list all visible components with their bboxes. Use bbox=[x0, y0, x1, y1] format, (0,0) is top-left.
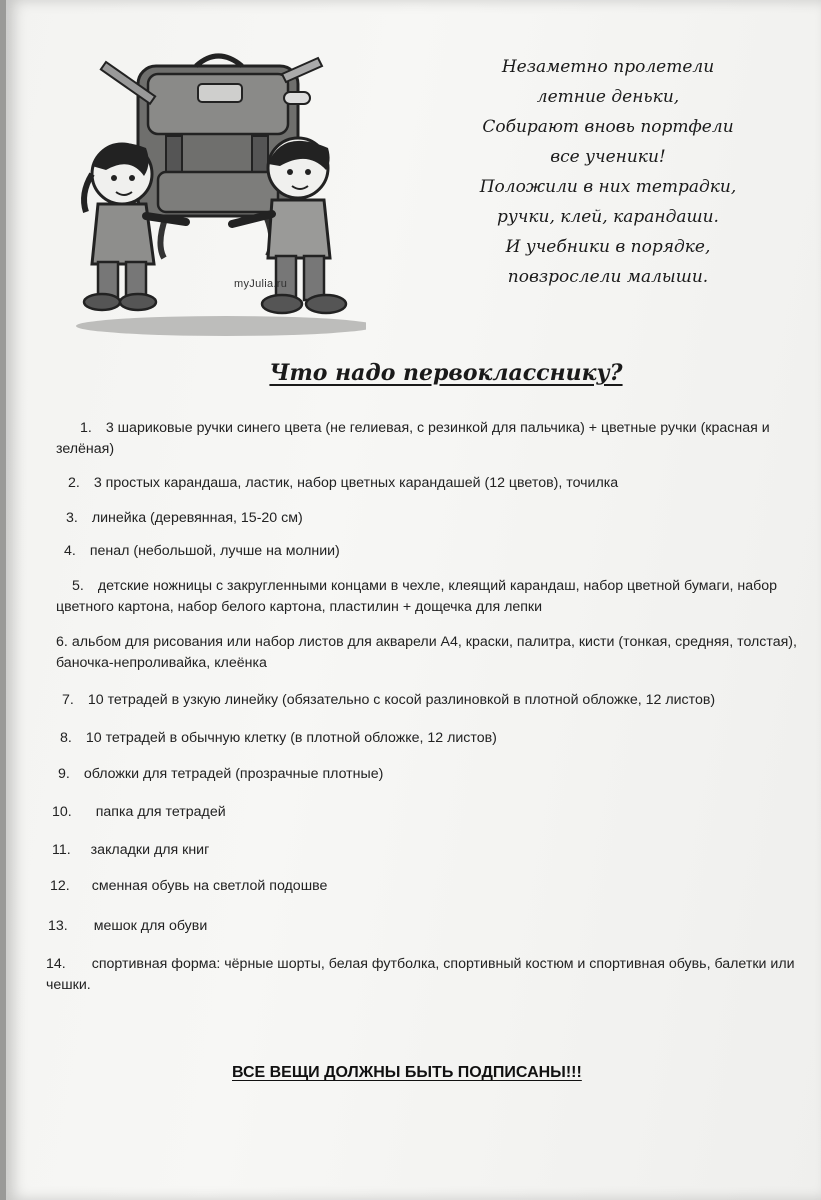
list-item-number: 6. bbox=[56, 634, 68, 650]
poem-line: повзрослели малыши. bbox=[507, 267, 709, 287]
list-item-text: альбом для рисования или набор листов для акварели А4, краски, палитра, кисти (тонкая, средняя, толстая), баночка-непроливайка, клеёнка bbox=[56, 634, 797, 671]
footer-notice: ВСЕ ВЕЩИ ДОЛЖНЫ БЫТЬ ПОДПИСАНЫ!!! bbox=[232, 1064, 582, 1081]
list-item bbox=[56, 632, 818, 674]
page-title: Что надо первокласснику? bbox=[269, 360, 623, 386]
list-item-text: спортивная форма: чёрные шорты, белая футболка, спортивный костюм и спортивная обувь, балетки или чешки. bbox=[46, 956, 795, 993]
list-item bbox=[50, 876, 812, 897]
list-item-number: 12. bbox=[50, 878, 70, 894]
poem-line: все ученики! bbox=[550, 147, 666, 167]
kids-carrying-backpack-icon bbox=[46, 44, 366, 344]
list-item-text: обложки для тетрадей (прозрачные плотные) bbox=[83, 766, 384, 782]
list-item bbox=[56, 690, 818, 711]
list-item-number: 11. bbox=[52, 842, 71, 858]
list-item bbox=[56, 728, 818, 749]
list-item-number: 10. bbox=[52, 804, 72, 820]
list-item-number: 4. bbox=[64, 543, 76, 559]
poem-line: И учебники в порядке, bbox=[505, 237, 711, 257]
list-item-text: линейка (деревянная, 15-20 см) bbox=[91, 510, 303, 526]
list-item bbox=[56, 508, 818, 529]
poem-line: летние деньки, bbox=[536, 87, 680, 107]
list-item-text: сменная обувь на светлой подошве bbox=[91, 878, 328, 894]
list-item-text: 10 тетрадей в узкую линейку (обязательно с косой разлиновкой в плотной обложке, 12 листов) bbox=[87, 692, 716, 708]
poem-line: Незаметно пролетели bbox=[501, 57, 715, 77]
list-item-text: 3 простых карандаша, ластик, набор цветных карандашей (12 цветов), точилка bbox=[93, 475, 619, 491]
list-item-text: 3 шариковые ручки синего цвета (не гелиевая, с резинкой для пальчика) + цветные ручки (красная и зелёная) bbox=[56, 420, 770, 457]
list-item-text: закладки для книг bbox=[90, 842, 210, 858]
list-item-text: пенал (небольшой, лучше на молнии) bbox=[89, 543, 340, 559]
list-item bbox=[46, 954, 812, 996]
list-item-number: 3. bbox=[66, 510, 78, 526]
list-item bbox=[56, 541, 818, 562]
list-item bbox=[56, 418, 818, 460]
document-page bbox=[6, 0, 821, 1200]
list-item-number: 1. bbox=[80, 420, 92, 436]
list-item bbox=[56, 764, 818, 785]
list-item bbox=[52, 840, 814, 861]
poem-line: Собирают вновь портфели bbox=[482, 117, 734, 137]
list-item bbox=[56, 473, 818, 494]
list-item-number: 14. bbox=[46, 956, 66, 972]
poem-line: ручки, клей, карандаши. bbox=[497, 207, 719, 227]
list-item bbox=[48, 916, 810, 937]
list-item-text: папка для тетрадей bbox=[95, 804, 226, 820]
list-item-number: 13. bbox=[48, 918, 68, 934]
list-item-text: детские ножницы с закругленными концами в чехле, клеящий карандаш, набор цветной бумаги, набор цветного картона, набор белого картона, пластилин + дощечка для лепки bbox=[56, 578, 778, 615]
list-item-number: 7. bbox=[62, 692, 74, 708]
list-item-number: 9. bbox=[58, 766, 70, 782]
list-item bbox=[52, 802, 814, 823]
list-item-number: 2. bbox=[68, 475, 80, 491]
illustration-watermark: myJulia.ru bbox=[234, 278, 288, 290]
poem bbox=[438, 52, 778, 292]
list-item-text: мешок для обуви bbox=[93, 918, 208, 934]
list-item-text: 10 тетрадей в обычную клетку (в плотной обложке, 12 листов) bbox=[85, 730, 497, 746]
poem-line: Положили в них тетрадки, bbox=[479, 177, 737, 197]
list-item-number: 5. bbox=[72, 578, 84, 594]
list-item-number: 8. bbox=[60, 730, 72, 746]
list-item bbox=[56, 576, 818, 618]
